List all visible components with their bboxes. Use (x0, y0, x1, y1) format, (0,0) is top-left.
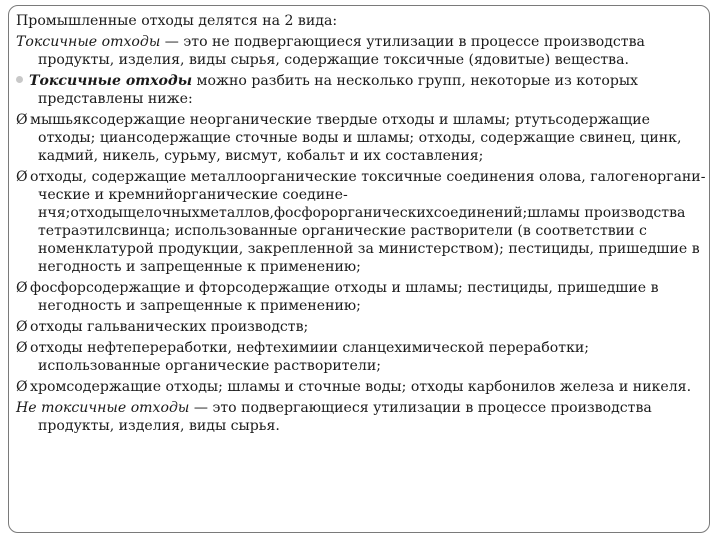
list-item-text: отходы гальванических производств; (30, 319, 309, 335)
slide-content (16, 12, 708, 438)
toxic-definition (16, 33, 708, 69)
toxic-definition-text: — это не подвергающиеся утилизации в процессе производства продукты, изделия, виды сырья, содержащие токсичные (ядовитые) вещества. (38, 34, 645, 68)
list-item-text: мышьяксодержащие неорганические твердые отходы и шламы; ртутьсодержащие отходы; циансодержащие сточные воды и шламы; отходы, содержащие свинец, цинк, кадмий, никель, сурьму, висмут, кобальт и их составления; (30, 112, 682, 164)
bullet-symbol: Ø (16, 280, 28, 296)
list-item (16, 339, 708, 375)
toxic-term: Токсичные отходы (16, 34, 161, 50)
list-item-text: отходы, содержащие металлоорганические токсичные соединения олова, галогенорганические и кремнийорганические соедине-нчя;отходыщелочныхметаллов,фосфорорганическихсоединений;шламы производства тетраэтилсвинца; использованные органические растворители (в соответствии с номенклатурой продукции, закрепленной за министерством); пестициды, пришедшие в негодность и запрещенные к применению; (30, 169, 706, 275)
nontoxic-definition-text: — это подвергающиеся утилизации в процессе производства продукты, изделия, виды сырья. (38, 400, 652, 434)
list-item (16, 318, 708, 336)
heading: Промышленные отходы делятся на 2 вида: (16, 13, 338, 29)
list-item-text: отходы нефтепереработки, нефтехимиии сланцехимической переработки; использованные органические растворители; (30, 340, 590, 374)
nontoxic-definition (16, 399, 708, 435)
list-item-text: фосфорсодержащие и фторсодержащие отходы и шламы; пестициды, пришедшие в негодность и запрещенные к применению; (30, 280, 659, 314)
bullet-symbol: Ø (16, 112, 28, 128)
toxic-groups-term: Токсичные отходы (29, 73, 193, 89)
bullet-symbol: Ø (16, 340, 28, 356)
list-item-text: хромсодержащие отходы; шламы и сточные воды; отходы карбонилов железа и никеля. (30, 379, 692, 395)
list-item (16, 279, 708, 315)
list-item (16, 168, 708, 276)
list-item (16, 378, 708, 396)
nontoxic-term: Не токсичные отходы (16, 400, 190, 416)
toxic-groups-intro (16, 72, 708, 108)
bullet-symbol: Ø (16, 319, 28, 335)
bullet-dot-icon (16, 76, 23, 83)
bullet-symbol: Ø (16, 169, 28, 185)
bullet-symbol: Ø (16, 379, 28, 395)
toxic-groups-text: можно разбить на несколько групп, некоторые из которых представлены ниже: (38, 73, 639, 107)
list-item (16, 111, 708, 165)
